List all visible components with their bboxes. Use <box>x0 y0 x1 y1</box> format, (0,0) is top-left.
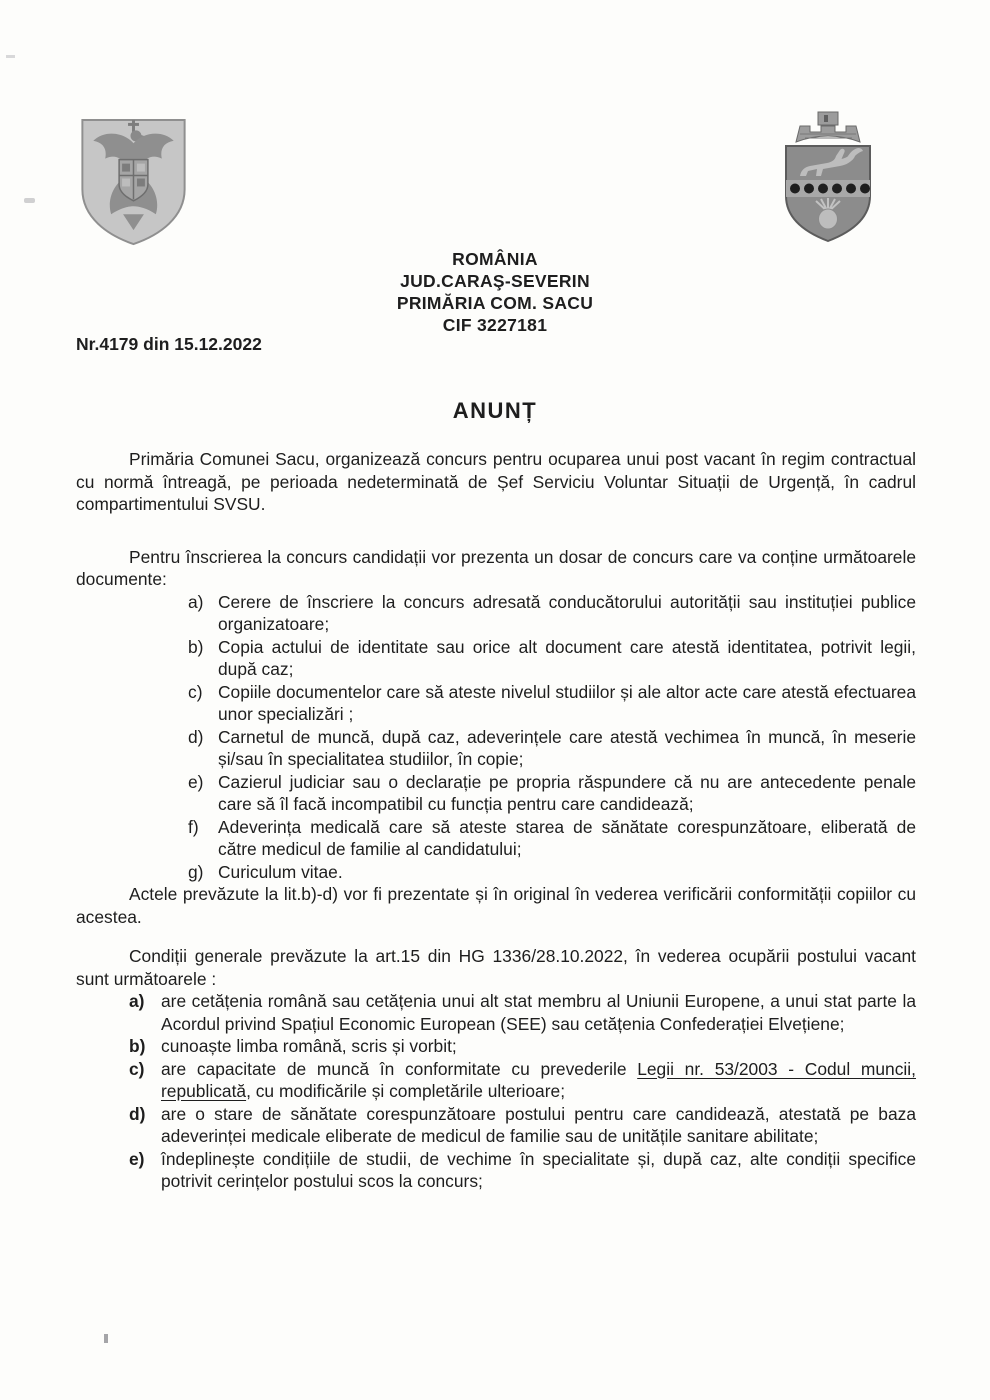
conditions-list <box>76 990 916 1193</box>
letterhead-country: ROMÂNIA <box>452 249 538 269</box>
list-item-letter: g) <box>188 861 204 882</box>
list-item <box>76 990 916 1035</box>
document-title: ANUNȚ <box>452 398 538 423</box>
list-item-text: Cerere de înscriere la concurs adresată conducătorului autorității sau instituției publice organizatoare; <box>218 591 916 634</box>
list-item-letter: e) <box>188 771 204 792</box>
list-item <box>76 771 916 816</box>
list-item-text: Adeverința medicală care să ateste starea de sănătate corespunzătoare, eliberată de către medicul de familie al candidatului; <box>218 816 916 859</box>
intro-paragraph: Primăria Comunei Sacu, organizează concurs pentru ocuparea unui post vacant în regim contractual cu normă întreagă, pe perioada nedeterminată de Șef Serviciu Voluntar Situații de Urgență, în cadrul compartimentului SVSU. <box>76 449 916 514</box>
list-item-text: Copia actului de identitate sau orice alt document care atestă identitatea, potrivit legii, după caz; <box>218 636 916 679</box>
list-item-letter: a) <box>129 991 145 1011</box>
list-item-letter: d) <box>129 1103 146 1124</box>
list-item <box>76 816 916 861</box>
list-item-text: Cazierul judiciar sau o declarație pe propria răspundere că nu are antecedente penale care să îl facă incompatibil cu funcția pentru care candidează; <box>218 771 916 814</box>
list-item-letter: e) <box>129 1148 145 1169</box>
letterhead-cif: CIF 3227181 <box>442 315 548 335</box>
list-item-letter: f) <box>188 816 199 837</box>
registration-number: Nr.4179 din 15.12.2022 <box>76 334 262 354</box>
list-item-text: Carnetul de muncă, după caz, adeverințele care atestă vechimea în muncă, în meserie și/sau în specialitatea studiilor, în copie; <box>218 726 916 769</box>
list-item <box>76 1035 916 1058</box>
list-item-text: cunoaște limba română, scris și vorbit; <box>161 1036 457 1056</box>
underlined-law-reference: Legii nr. 53/2003 - Codul muncii, republicată <box>161 1058 916 1101</box>
document-body <box>76 448 916 1193</box>
list-item-text: Copiile documentelor care să ateste nivelul studiilor și ale altor acte care atestă efectuarea unor specializări ; <box>218 681 916 724</box>
list-item-letter: c) <box>188 681 203 702</box>
documents-lead-paragraph: Pentru înscrierea la concurs candidații vor prezenta un dosar de concurs care va conține următoarele documente: <box>76 546 916 589</box>
list-item <box>76 1148 916 1193</box>
list-item <box>76 681 916 726</box>
list-item-text: Curiculum vitae. <box>218 861 343 882</box>
documents-list <box>76 591 916 884</box>
scan-artifact <box>6 55 15 58</box>
list-item <box>76 1103 916 1148</box>
list-item <box>76 636 916 681</box>
conditions-lead-paragraph: Condiții generale prevăzute la art.15 din HG 1336/28.10.2022, în vederea ocupării postului vacant sunt următoarele : <box>76 946 916 989</box>
list-item-text: are o stare de sănătate corespunzătoare postului pentru care candidează, atestată pe baza adeverinței medicale eliberate de medicul de familie sau de unitățile sanitare abilitate; <box>161 1103 916 1146</box>
list-item-text: are cetățenia română sau cetățenia unui alt stat membru al Uniunii Europene, a unui stat parte la Acordul privind Spațiul Economic European (SEE) sau cetățenia Confederației Elvețiene; <box>161 991 916 1034</box>
originals-note-paragraph: Actele prevăzute la lit.b)-d) vor fi prezentate și în original în vederea verificării conformității copiilor cu acestea. <box>76 884 916 927</box>
list-item-letter: d) <box>188 726 204 747</box>
scan-artifact <box>24 198 35 203</box>
scan-artifact <box>104 1334 108 1343</box>
list-item-text: îndeplinește condițiile de studii, de vechime în specialitate și, după caz, alte condiții specifice potrivit cerințelor postului scos la concurs; <box>161 1148 916 1191</box>
list-item <box>76 861 916 884</box>
romania-coat-of-arms-icon <box>76 114 191 248</box>
list-item-text-segment: , cu modificările și completările ulterioare; <box>246 1081 566 1101</box>
list-item <box>76 1058 916 1103</box>
list-item-letter: b) <box>188 636 204 657</box>
list-item-text <box>161 1058 916 1103</box>
letterhead-county: JUD.CARAŞ-SEVERIN <box>400 271 590 291</box>
letterhead-institution: PRIMĂRIA COM. SACU <box>396 293 594 313</box>
list-item-letter: c) <box>129 1058 145 1079</box>
list-item-letter: b) <box>129 1036 146 1056</box>
list-item-letter: a) <box>188 591 204 612</box>
list-item-text-segment: are capacitate de muncă în conformitate cu prevederile <box>161 1058 638 1079</box>
commune-coat-of-arms-icon <box>772 110 884 243</box>
letterhead <box>0 248 990 336</box>
list-item <box>76 726 916 771</box>
list-item <box>76 591 916 636</box>
